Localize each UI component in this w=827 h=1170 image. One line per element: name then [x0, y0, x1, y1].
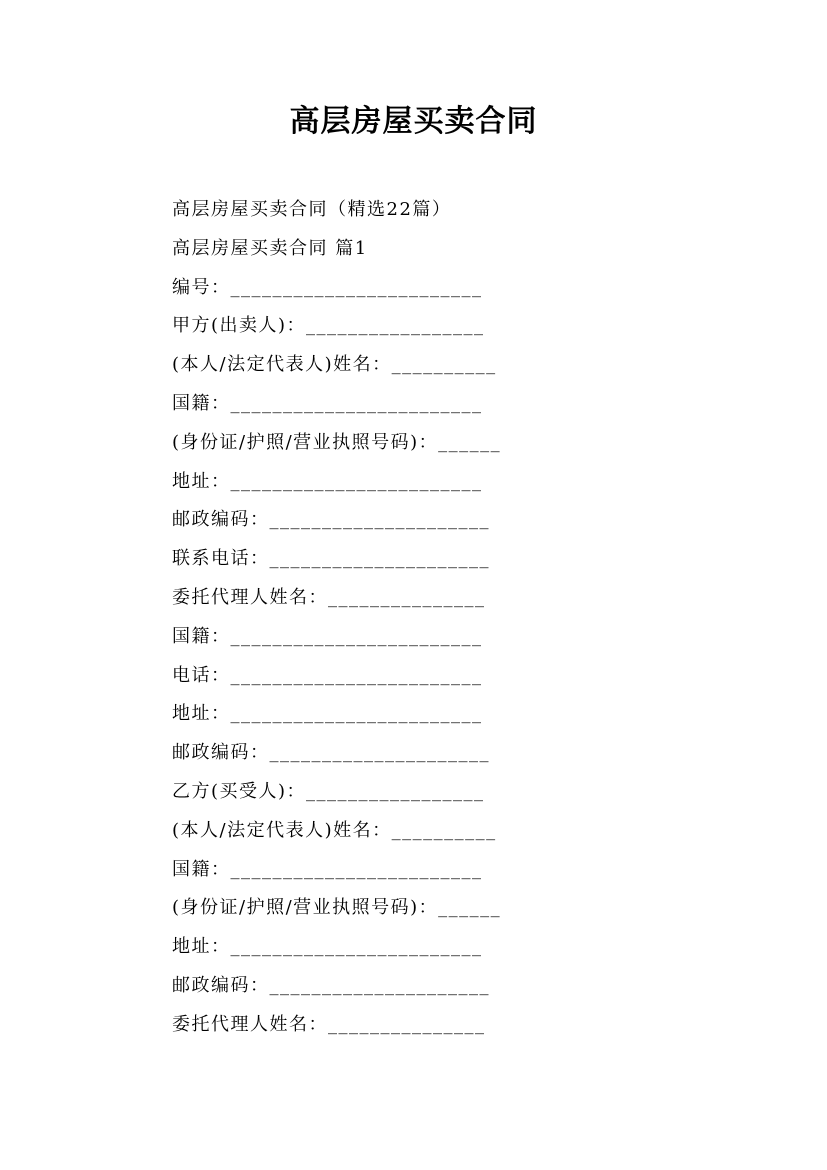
field-party-b-address: 地址：________________________: [172, 936, 483, 958]
field-party-a-agent-address: 地址：________________________: [172, 703, 483, 725]
field-party-a-id: (身份证/护照/营业执照号码)：______: [172, 431, 502, 453]
field-party-b-nationality: 国籍：________________________: [172, 858, 483, 880]
field-party-a-agent-name: 委托代理人姓名：_______________: [172, 586, 486, 608]
field-party-a-phone: 联系电话：_____________________: [172, 548, 490, 570]
document-subtitle: 高层房屋买卖合同（精选22篇）: [172, 199, 452, 220]
field-party-a-agent-postcode: 邮政编码：_____________________: [172, 742, 490, 764]
field-party-a-address: 地址：________________________: [172, 470, 483, 492]
field-party-b-id: (身份证/护照/营业执照号码)：______: [172, 897, 502, 919]
document-body: [172, 191, 732, 1045]
field-party-a-postcode: 邮政编码：_____________________: [172, 509, 490, 531]
field-party-b: 乙方(买受人)：_________________: [172, 780, 485, 802]
field-contract-number: 编号：________________________: [172, 276, 483, 298]
document-title: 高层房屋买卖合同: [289, 104, 538, 139]
field-party-a-nationality: 国籍：________________________: [172, 392, 483, 414]
field-party-b-name: (本人/法定代表人)姓名：__________: [172, 819, 497, 841]
section-heading: 高层房屋买卖合同 篇1: [172, 237, 368, 259]
field-party-a-agent-nationality: 国籍：________________________: [172, 625, 483, 647]
field-party-a-name: (本人/法定代表人)姓名：__________: [172, 354, 497, 376]
field-party-a-agent-phone: 电话：________________________: [172, 664, 483, 686]
field-party-a: 甲方(出卖人)：_________________: [172, 315, 485, 337]
field-party-b-postcode: 邮政编码：_____________________: [172, 974, 490, 996]
field-party-b-agent-name: 委托代理人姓名：_______________: [172, 1013, 486, 1035]
